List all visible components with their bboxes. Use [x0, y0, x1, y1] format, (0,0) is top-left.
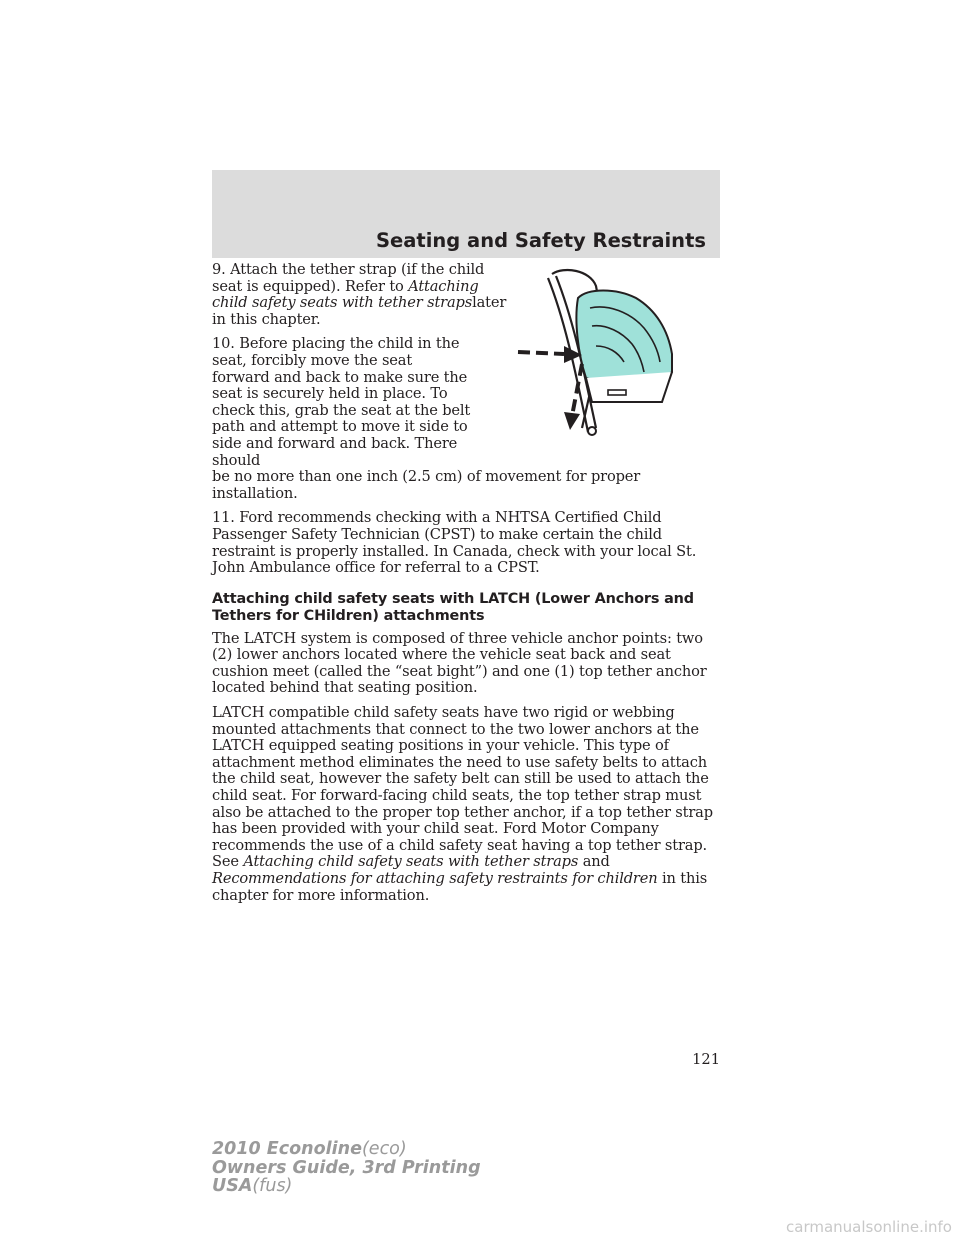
section-title: Seating and Safety Restraints [375, 229, 706, 252]
page-body [212, 262, 720, 912]
page-number: 121 [692, 1051, 720, 1068]
section-header [212, 170, 720, 258]
latch-paragraph-2: LATCH compatible child safety seats have two rigid or webbing mounted attachments that connect to the two lower anchors at the LATCH equipped seating positions in your vehicle. This type of attachment method eliminates the need to use safety belts to attach the child seat, however the safety belt can still be used to attach the child seat. For forward-facing child seats, the top tether strap must also be attached to the proper top tether anchor, if a top tether strap has been provided with your child seat. Ford Motor Company recommends the use of a child safety seat having a top tether strap. See Attaching child safety seats with tether straps and Recommendations for attaching safety restraints for children in this chapter for more information. [212, 704, 713, 904]
step-9: 9. Attach the tether strap (if the child seat is equipped). Refer to Attaching child safety seats with tether strapslater in this chapter. [212, 261, 507, 328]
cross-reference: Recommendations for attaching safety restraints for children [212, 870, 658, 887]
document-footer [212, 1140, 481, 1196]
latch-subheading: Attaching child safety seats with LATCH (Lower Anchors and Tethers for CHildren) attachments [212, 590, 694, 624]
latch-paragraph-1: The LATCH system is composed of three vehicle anchor points: two (2) lower anchors located where the vehicle seat back and seat cushion meet (called the “seat bight”) and one (1) top tether anchor located behind that seating position. [212, 629, 707, 697]
footer-market: USA(fus) [212, 1176, 293, 1196]
cross-reference: Attaching child safety seats with tether straps [243, 853, 579, 871]
footer-edition: Owners Guide, 3rd Printing [212, 1157, 481, 1178]
step-10: 10. Before placing the child in the seat, forcibly move the seat forward and back to make sure the seat is securely held in place. To check this, grab the seat at the belt path and attempt to move it side to side and forward and back. There should be no more than one inch (2.5 cm) of movement for proper installation. [212, 335, 641, 502]
step-11: 11. Ford recommends checking with a NHTSA Certified Child Passenger Safety Technician (CPST) to make certain the child restraint is properly installed. In Canada, check with your local St. John Ambulance office for referral to a CPST. [212, 509, 697, 577]
footer-model: 2010 Econoline(eco) [212, 1139, 407, 1159]
cross-reference: Attaching child safety seats with tether straps [212, 277, 479, 312]
watermark: carmanualsonline.info [786, 1218, 952, 1236]
